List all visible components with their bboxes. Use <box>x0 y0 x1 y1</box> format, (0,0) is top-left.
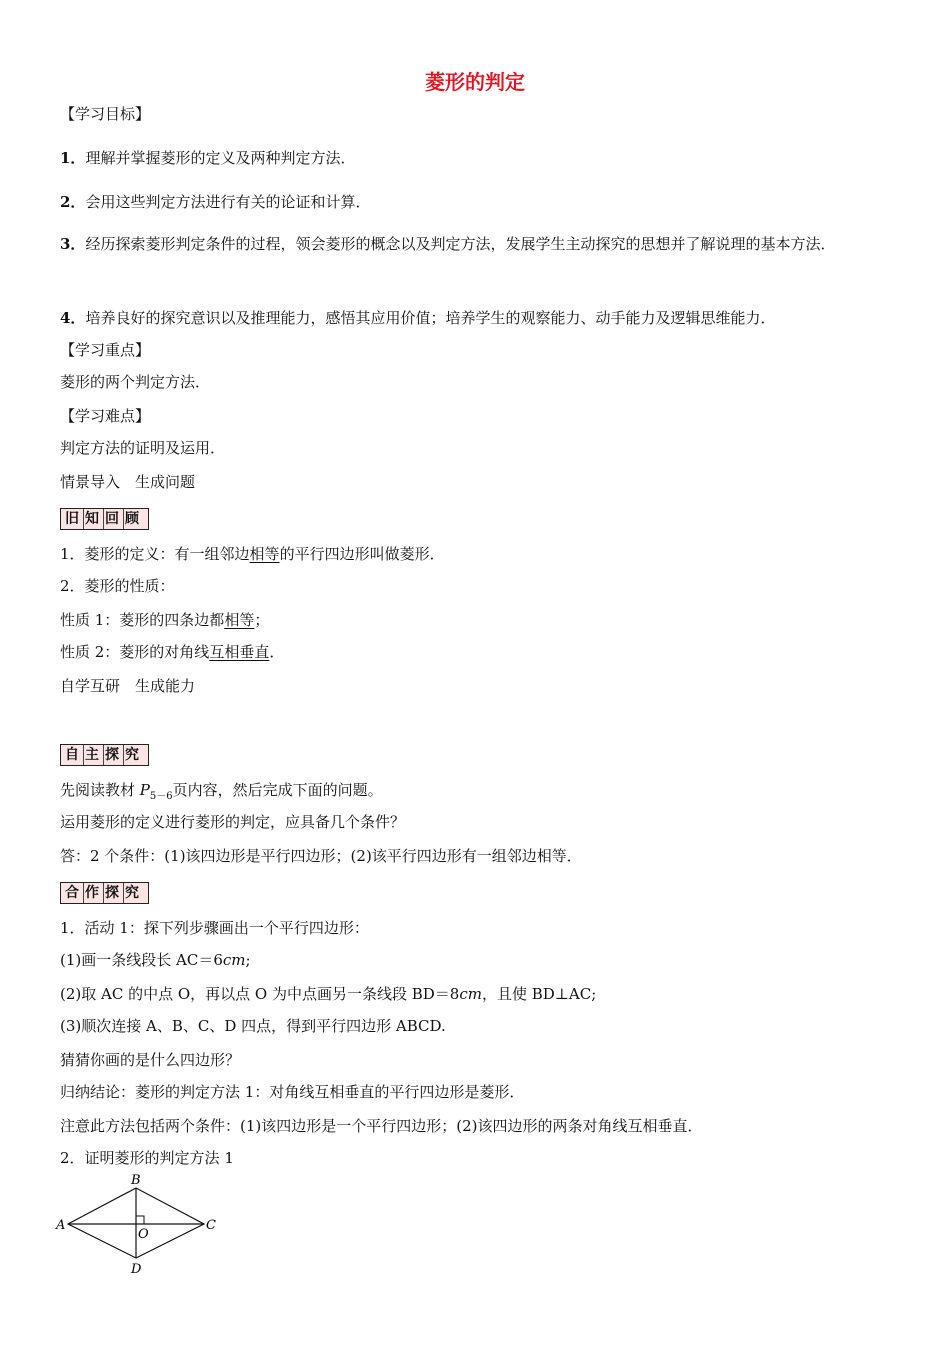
review-text: ． <box>269 643 285 661</box>
goal-item-1 <box>60 148 355 168</box>
badge-char: 探 <box>105 745 124 765</box>
goal-number: 3． <box>60 235 86 253</box>
coop-badge <box>60 882 149 904</box>
badge-char: 知 <box>85 509 104 529</box>
textbook-page-range: 5－6 <box>149 791 173 802</box>
difficulty-header: 【学习难点】 <box>60 407 151 425</box>
goal-number: 4． <box>60 309 86 327</box>
badge-char: 究 <box>125 747 141 763</box>
review-text: 性质 1：菱形的四条边都 <box>60 611 225 629</box>
coop-text: (2)取 AC 的中点 O，再以点 O 为中点画另一条线段 BD＝8 <box>60 985 460 1003</box>
review-text: 1．菱形的定义：有一组邻边 <box>60 545 250 563</box>
section-heading-intro: 情景导入 生成问题 <box>60 473 196 491</box>
coop-line-7: 注意此方法包括两个条件：(1)该四边形是一个平行四边形；(2)该四边形的两条对角线互相垂直． <box>60 1117 703 1135</box>
badge-char: 探 <box>105 883 124 903</box>
coop-line-2 <box>60 950 251 970</box>
coop-text: ; <box>245 951 251 969</box>
review-badge <box>60 508 149 530</box>
goals-header: 【学习目标】 <box>60 105 151 123</box>
badge-char: 主 <box>85 745 104 765</box>
goal-item-4 <box>60 308 775 328</box>
review-line-3 <box>60 610 269 630</box>
goal-text: 会用这些判定方法进行有关的论证和计算． <box>85 193 371 211</box>
badge-char: 旧 <box>65 509 84 529</box>
textbook-page-ref: P <box>139 781 150 799</box>
section-heading-self-study: 自学互研 生成能力 <box>60 677 196 695</box>
goal-item-3 <box>60 230 886 258</box>
review-line-2: 2．菱形的性质： <box>60 577 175 595</box>
self-study-badge <box>60 744 149 766</box>
rhombus-figure <box>50 1172 230 1282</box>
goal-text: 经历探索菱形判定条件的过程，领会菱形的概念以及判定方法，发展学生主动探究的思想并了解说理的基本方法． <box>85 235 836 253</box>
page-title: 菱形的判定 <box>425 70 525 94</box>
goal-text: 理解并掌握菱形的定义及两种判定方法． <box>85 149 356 167</box>
focus-header: 【学习重点】 <box>60 341 151 359</box>
coop-text: ，且使 BD⊥AC; <box>481 985 597 1003</box>
label-b: B <box>131 1173 141 1188</box>
review-line-1 <box>60 544 445 564</box>
label-a: A <box>56 1218 66 1233</box>
badge-char: 顾 <box>125 511 141 527</box>
coop-line-5: 猜猜你画的是什么四边形？ <box>60 1051 241 1069</box>
self-study-line-2: 运用菱形的定义进行菱形的判定，应具备几个条件？ <box>60 813 406 831</box>
coop-line-6: 归纳结论：菱形的判定方法 1：对角线互相垂直的平行四边形是菱形． <box>60 1083 525 1101</box>
coop-line-4: (3)顺次连接 A、B、C、D 四点，得到平行四边形 ABCD. <box>60 1017 446 1035</box>
right-angle-mark <box>136 1216 144 1224</box>
review-answer: 互相垂直 <box>209 643 270 661</box>
self-study-text: 页内容，然后完成下面的问题。 <box>172 781 383 799</box>
review-text: 的平行四边形叫做菱形． <box>279 545 445 563</box>
self-study-line-1 <box>60 780 383 807</box>
coop-line-3 <box>60 984 596 1004</box>
review-line-4 <box>60 642 284 662</box>
self-study-line-3: 答：2 个条件：(1)该四边形是平行四边形；(2)该平行四边形有一组邻边相等． <box>60 847 582 865</box>
badge-char: 回 <box>105 509 124 529</box>
goal-item-2 <box>60 192 370 212</box>
coop-text: (1)画一条线段长 AC＝6 <box>60 951 223 969</box>
difficulty-text: 判定方法的证明及运用． <box>60 439 226 457</box>
review-text: 性质 2：菱形的对角线 <box>60 643 210 661</box>
badge-char: 合 <box>65 883 84 903</box>
coop-line-1: 1．活动 1：探下列步骤画出一个平行四边形： <box>60 919 369 937</box>
focus-text: 菱形的两个判定方法． <box>60 373 211 391</box>
label-c: C <box>206 1218 216 1233</box>
self-study-text: 先阅读教材 <box>60 781 140 799</box>
review-text: ； <box>254 611 270 629</box>
badge-char: 作 <box>85 883 104 903</box>
goal-number: 2． <box>60 193 86 211</box>
review-answer: 相等 <box>249 545 280 563</box>
goal-text: 培养良好的探究意识以及推理能力，感悟其应用价值；培养学生的观察能力、动手能力及逻辑思维能力． <box>85 309 776 327</box>
label-d: D <box>131 1262 142 1277</box>
review-answer: 相等 <box>224 611 255 629</box>
goal-number: 1． <box>60 149 86 167</box>
unit-cm: cm <box>222 951 246 969</box>
coop-line-8: 2．证明菱形的判定方法 1 <box>60 1149 234 1167</box>
label-o: O <box>138 1227 149 1242</box>
unit-cm: cm <box>459 985 482 1003</box>
badge-char: 究 <box>125 885 141 901</box>
badge-char: 自 <box>65 745 84 765</box>
